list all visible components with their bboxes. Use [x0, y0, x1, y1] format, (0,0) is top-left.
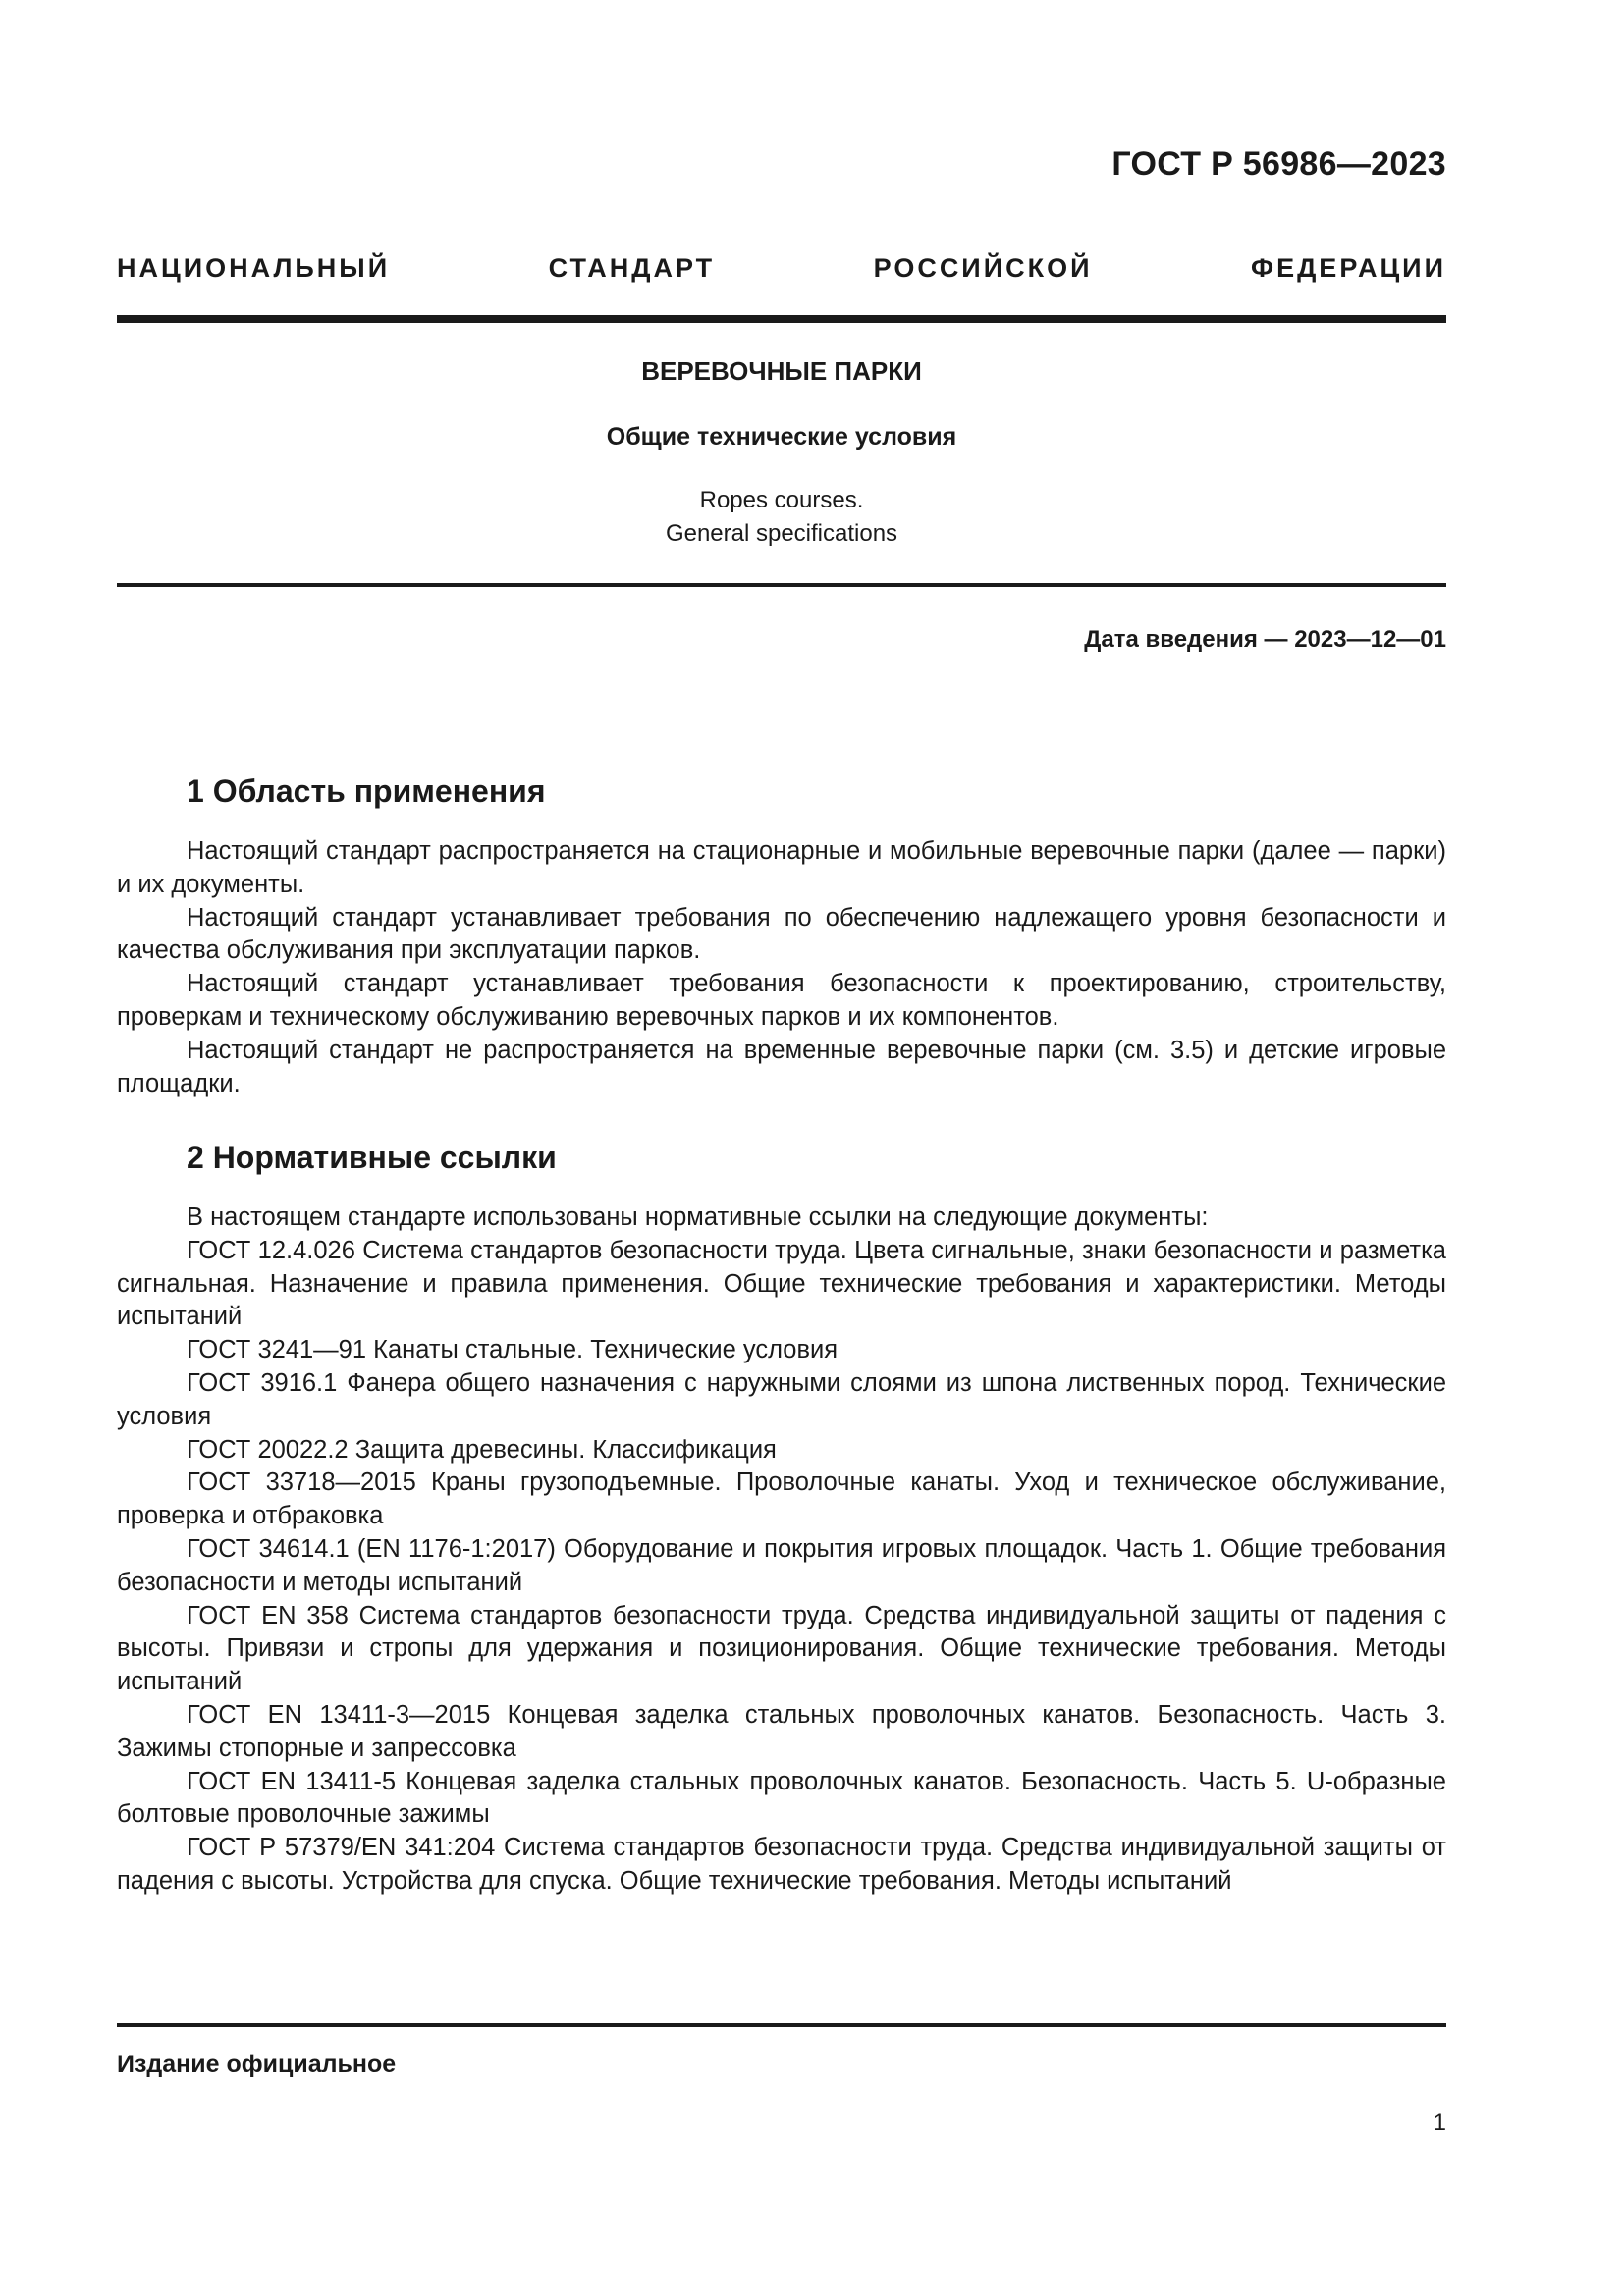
reference-entry: ГОСТ 20022.2 Защита древесины. Классификация: [187, 1435, 777, 1464]
introduction-date: Дата введения — 2023—12—01: [1084, 626, 1446, 653]
reference-entry: ГОСТ EN 358 Система стандартов безопасности труда. Средства индивидуальной защиты от падения с высоты. Привязи и стропы для удержания и позиционирования. Общие технические требования. Методы испытаний: [117, 1601, 1446, 1696]
page-number: 1: [1433, 2109, 1446, 2136]
section-2-heading: 2 Нормативные ссылки: [187, 1140, 557, 1175]
reference-entry: ГОСТ 34614.1 (EN 1176-1:2017) Оборудование и покрытия игровых площадок. Часть 1. Общие требования безопасности и методы испытаний: [117, 1534, 1446, 1596]
reference-entry: ГОСТ EN 13411-5 Концевая заделка стальных проволочных канатов. Безопасность. Часть 5. U-образные болтовые проволочные зажимы: [117, 1767, 1446, 1829]
section-1-body: [117, 835, 1446, 1100]
section-1-heading: 1 Область применения: [187, 774, 546, 809]
english-title-line-1: Ropes courses.: [699, 487, 864, 513]
title-divider: [117, 583, 1446, 587]
top-divider: [117, 315, 1446, 323]
english-title-line-2: General specifications: [665, 520, 898, 547]
paragraph: Настоящий стандарт распространяется на стационарные и мобильные веревочные парки (далее — парки) и их документы.: [117, 837, 1446, 898]
paragraph: В настоящем стандарте использованы нормативные ссылки на следующие документы:: [187, 1203, 1209, 1231]
footer-divider: [117, 2023, 1446, 2027]
reference-entry: ГОСТ Р 57379/EN 341:204 Система стандартов безопасности труда. Средства индивидуальной защиты от падения с высоты. Устройства для спуска. Общие технические требования. Методы испытаний: [117, 1834, 1446, 1895]
official-edition-label: Издание официальное: [117, 2051, 397, 2078]
reference-entry: ГОСТ 3916.1 Фанера общего назначения с наружными слоями из шпона лиственных пород. Технические условия: [117, 1368, 1446, 1430]
reference-entry: ГОСТ 3241—91 Канаты стальные. Технические условия: [187, 1336, 839, 1364]
reference-entry: ГОСТ 33718—2015 Краны грузоподъемные. Проволочные канаты. Уход и техническое обслуживание, проверка и отбраковка: [117, 1468, 1446, 1530]
paragraph: Настоящий стандарт устанавливает требования по обеспечению надлежащего уровня безопасности и качества обслуживания при эксплуатации парков.: [117, 903, 1446, 965]
reference-entry: ГОСТ 12.4.026 Система стандартов безопасности труда. Цвета сигнальные, знаки безопасности и разметка сигнальная. Назначение и правила применения. Общие технические требования и характеристики. Методы испытаний: [117, 1236, 1446, 1331]
document-subtitle: Общие технические условия: [606, 423, 957, 451]
english-title: [117, 484, 1446, 551]
document-number: ГОСТ Р 56986—2023: [1111, 145, 1446, 183]
paragraph: Настоящий стандарт не распространяется на временные веревочные парки (см. 3.5) и детские игровые площадки.: [117, 1036, 1446, 1097]
reference-entry: ГОСТ EN 13411-3—2015 Концевая заделка стальных проволочных канатов. Безопасность. Часть 3. Зажимы стопорные и запрессовка: [117, 1700, 1446, 1762]
national-standard-heading: НАЦИОНАЛЬНЫЙ СТАНДАРТ РОССИЙСКОЙ ФЕДЕРАЦИИ: [117, 253, 1446, 283]
document-title: ВЕРЕВОЧНЫЕ ПАРКИ: [641, 356, 922, 386]
paragraph: Настоящий стандарт устанавливает требования безопасности к проектированию, строительству, проверкам и техническому обслуживанию веревочных парков и их компонентов.: [117, 970, 1446, 1031]
section-2-body: [117, 1201, 1446, 1898]
